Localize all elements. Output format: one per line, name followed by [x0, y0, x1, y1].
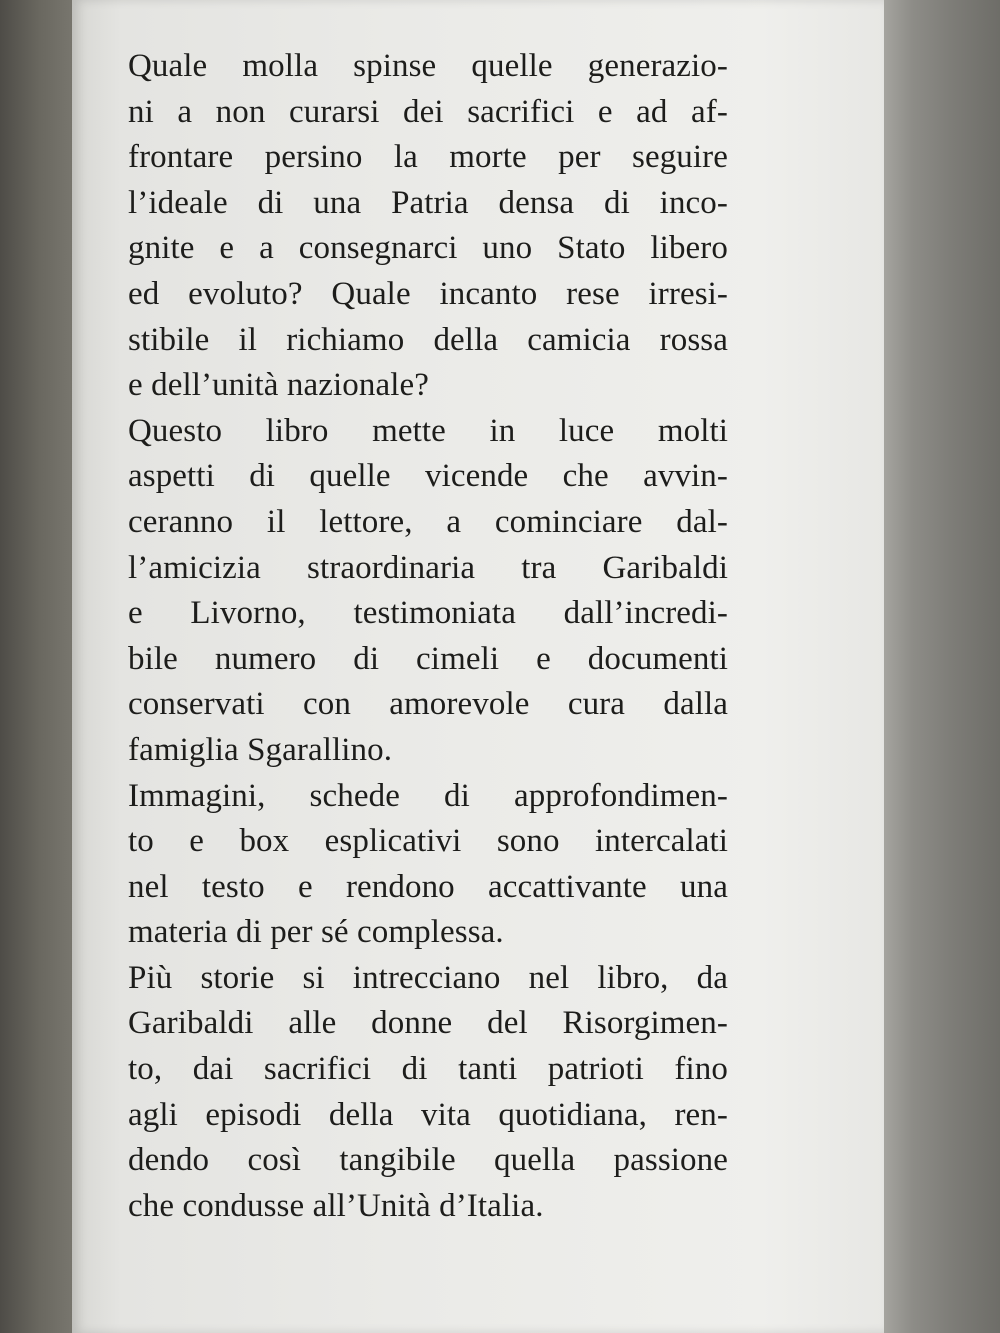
paragraph-2: [128, 409, 728, 774]
text-line: gnite e a consegnarci uno Stato libero: [128, 230, 728, 267]
text-line: nel testo e rendono accattivante una: [128, 868, 728, 905]
text-line: ni a non curarsi dei sacrifici e ad af-: [128, 93, 728, 130]
paragraph-1: [128, 44, 728, 409]
paragraph-4: [128, 956, 728, 1230]
paragraph-3: [128, 774, 728, 956]
text-line: Garibaldi alle donne del Risorgimen-: [128, 1005, 728, 1042]
text-line: frontare persino la morte per seguire: [128, 139, 728, 176]
book-cover-edge: [884, 0, 1000, 1333]
text-line: l’amicizia straordinaria tra Garibaldi: [128, 549, 728, 586]
text-line: dendo così tangibile quella passione: [128, 1142, 728, 1179]
text-line: agli episodi della vita quotidiana, ren-: [128, 1096, 728, 1133]
text-line: to e box esplicativi sono intercalati: [128, 823, 728, 860]
text-line: bile numero di cimeli e documenti: [128, 640, 728, 677]
text-line: che condusse all’Unità d’Italia.: [128, 1187, 544, 1224]
text-line: e dell’unità nazionale?: [128, 367, 429, 404]
text-line: stibile il richiamo della camicia rossa: [128, 321, 728, 358]
text-line: famiglia Sgarallino.: [128, 731, 393, 768]
text-line: conservati con amorevole cura dalla: [128, 686, 728, 723]
text-line: l’ideale di una Patria densa di inco-: [128, 184, 728, 221]
text-line: materia di per sé complessa.: [128, 914, 504, 951]
text-line: aspetti di quelle vicende che avvin-: [128, 458, 728, 495]
text-line: Immagini, schede di approfondimen-: [128, 777, 728, 814]
text-line: e Livorno, testimoniata dall’incredi-: [128, 595, 728, 632]
text-line: ceranno il lettore, a cominciare dal-: [128, 503, 728, 540]
text-line: ed evoluto? Quale incanto rese irresi-: [128, 275, 728, 312]
text-line: Questo libro mette in luce molti: [128, 412, 728, 449]
text-line: to, dai sacrifici di tanti patrioti fino: [128, 1051, 728, 1088]
body-text: [128, 44, 728, 1229]
text-line: Più storie si intrecciano nel libro, da: [128, 959, 728, 996]
text-line: Quale molla spinse quelle generazio-: [128, 48, 728, 84]
